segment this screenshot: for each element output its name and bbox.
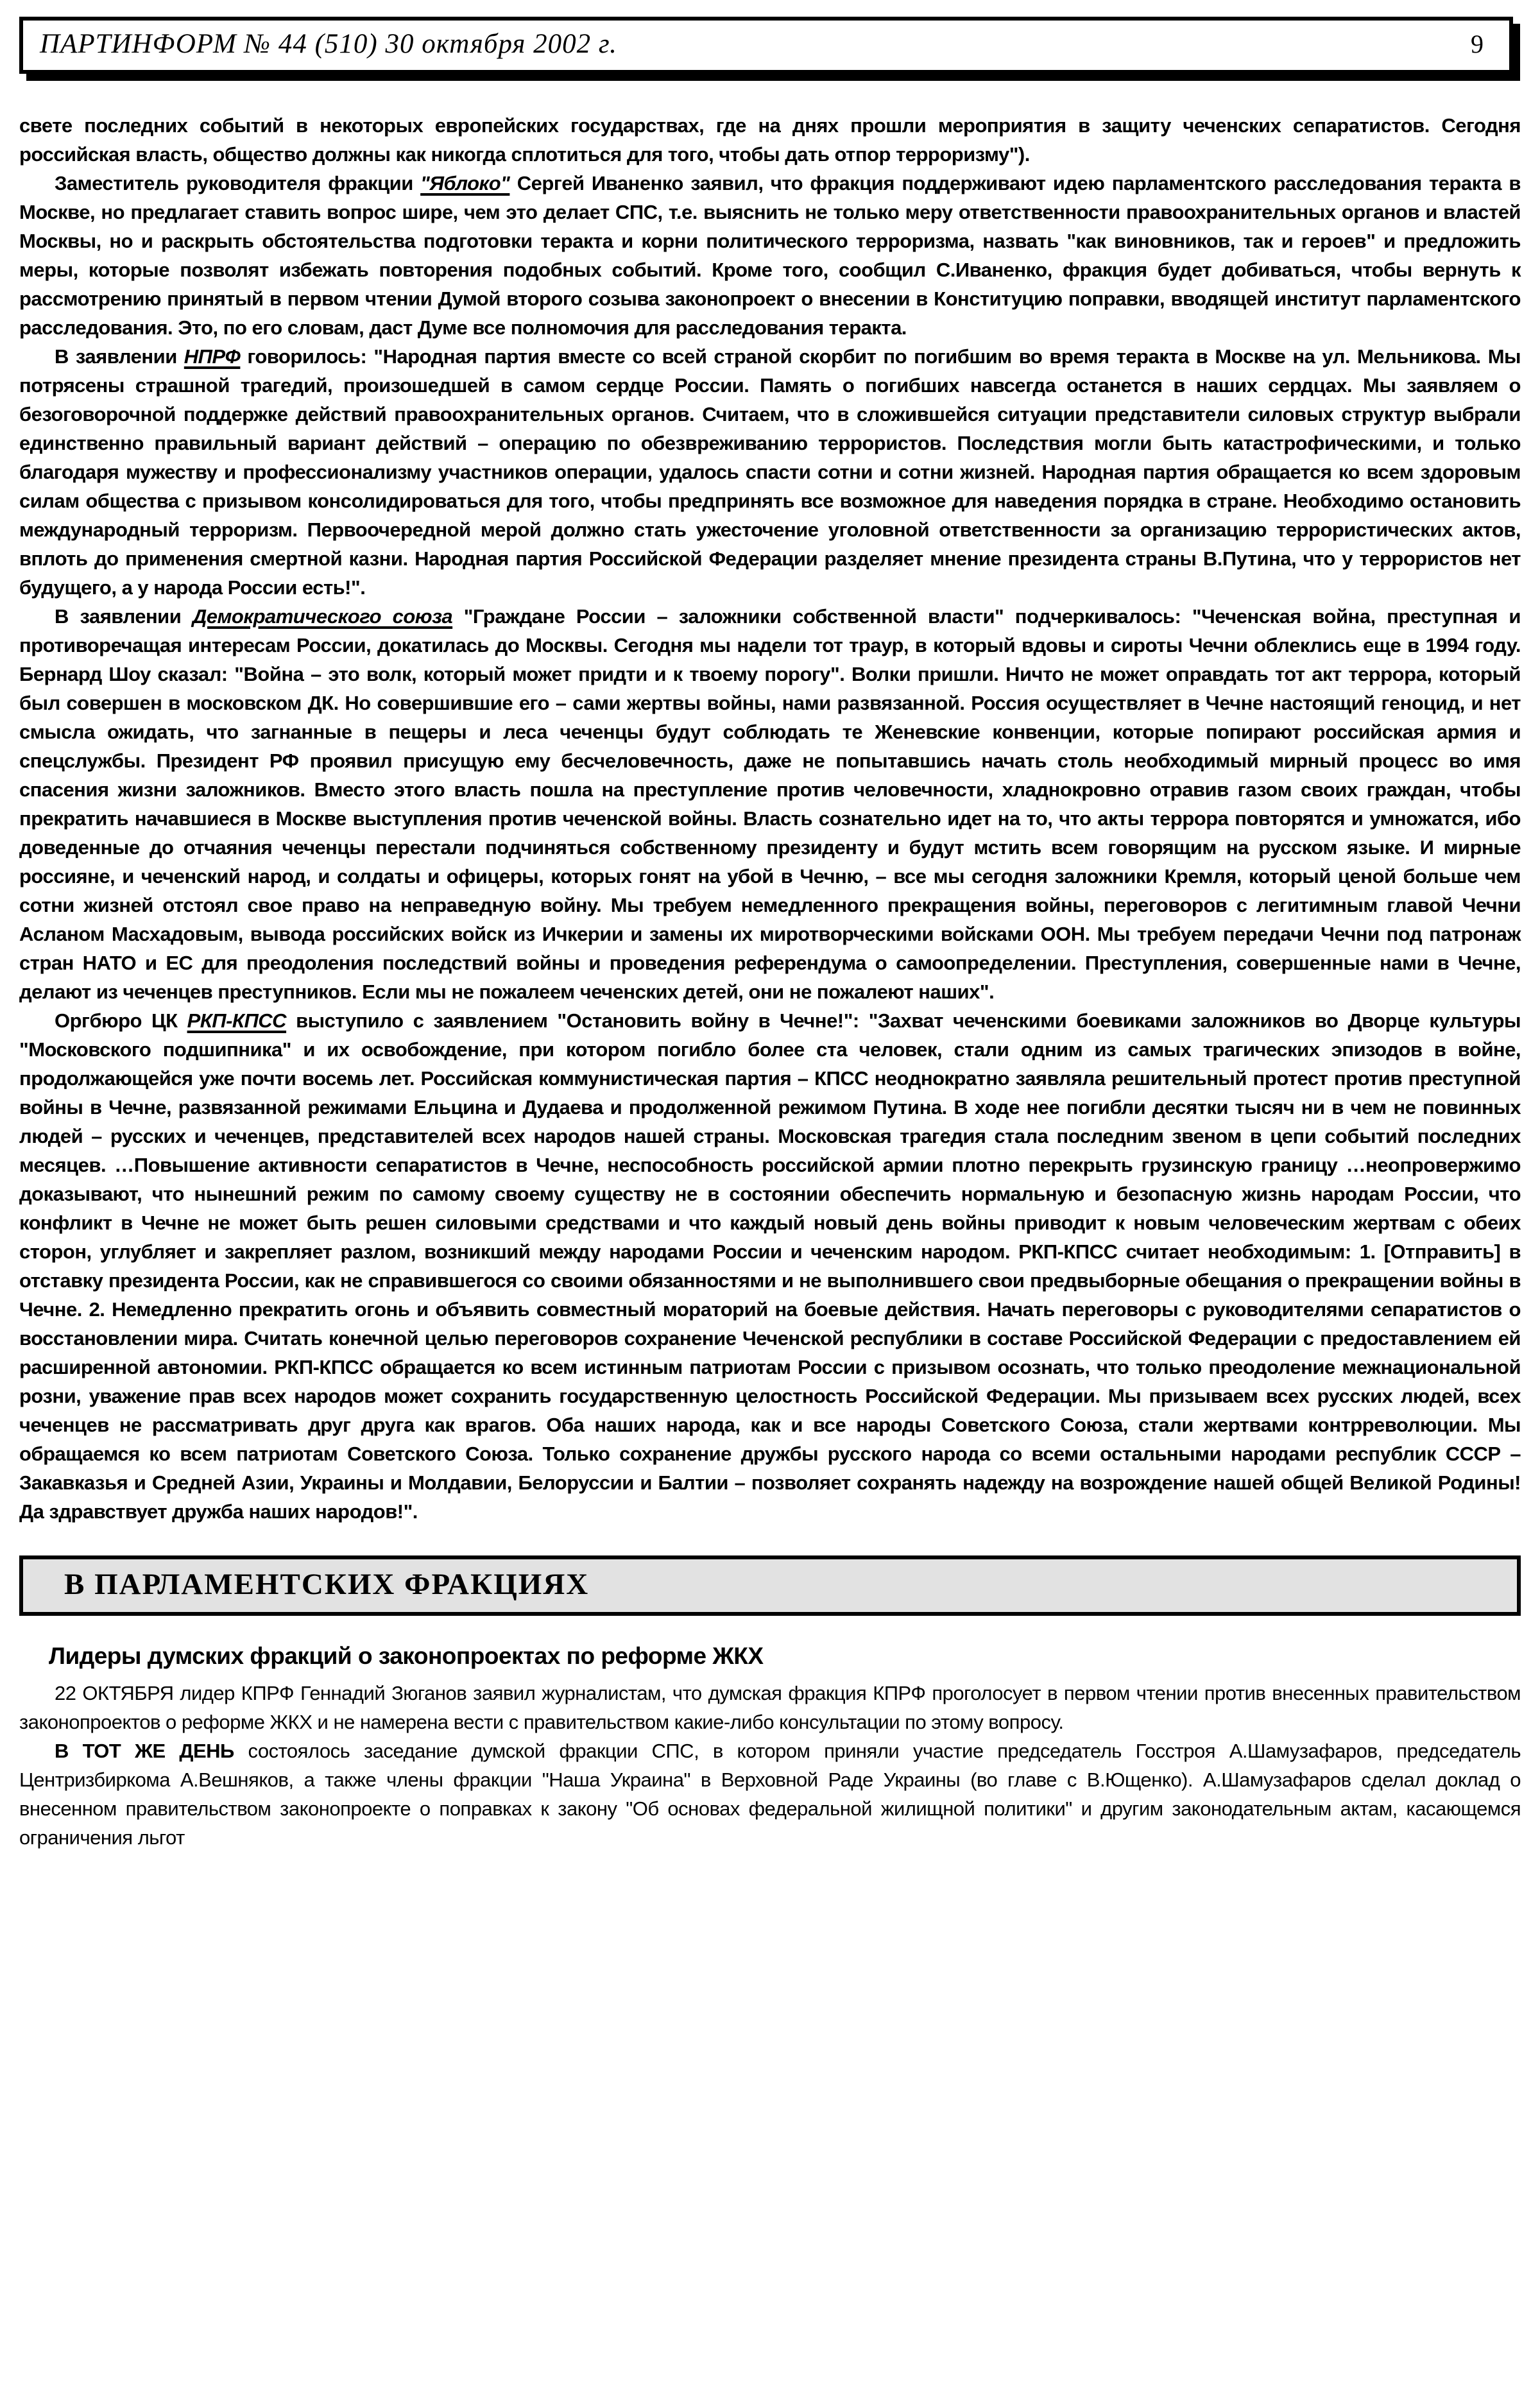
- paragraph: В ТОТ ЖЕ ДЕНЬ состоялось заседание думской фракции СПС, в котором приняли участие председатель Госстроя А.Шамузафаров, председатель Центризбиркома А.Вешняков, а также члены фракции "Наша Украина" в Верховной Раде Украины (во главе с В.Ющенко). А.Шамузафаров сделал доклад о внесенном правительством законопроекте о поправках к закону "Об основах федеральной жилищной политики" и другим законодательным актам, касающемся ограничения льгот: [19, 1740, 1521, 1849]
- paragraph: свете последних событий в некоторых европейских государствах, где на днях прошли мероприятия в защиту чеченских сепаратистов. Сегодня российская власть, общество должны как никогда сплотиться для того, чтобы дать отпор терроризму").: [19, 114, 1521, 166]
- article-title: Лидеры думских фракций о законопроектах по реформе ЖКХ: [49, 1643, 764, 1669]
- emphasized-party-name: НПРФ: [184, 345, 241, 368]
- article-block: [19, 1643, 1521, 1852]
- paragraph: В заявлении НПРФ говорилось: "Народная партия вместе со всей страной скорбит по погибшим во время теракта в Москве на ул. Мельникова. Мы потрясены страшной трагедий, произошедшей в самом сердце России. Память о погибших навсегда останется в наших сердцах. Мы заявляем о безоговорочной поддержке действий правоохранительных органов. Считаем, что в сложившейся ситуации представители силовых структур выбрали единственно правильный вариант действий – операцию по обезвреживанию террористов. Последствия могли быть катастрофическими, и только благодаря мужеству и профессионализму участников операции, удалось спасти сотни и сотни жизней. Народная партия обращается ко всем здоровым силам общества с призывом консолидироваться для того, чтобы предпринять все возможное для наведения порядка в стране. Необходимо остановить международный терроризм. Первоочередной мерой должно стать ужесточение уголовной ответственности за организацию террористических актов, вплоть до применения смертной казни. Народная партия Российской Федерации разделяет мнение президента страны В.Путина, что у террористов нет будущего, а у народа России есть!".: [19, 345, 1521, 599]
- bold-lead-in: В ТОТ ЖЕ ДЕНЬ: [55, 1740, 234, 1762]
- section-header: [19, 1555, 1521, 1616]
- page-header: [19, 17, 1513, 74]
- emphasized-party-name: "Яблоко": [420, 172, 510, 194]
- paragraph: Заместитель руководителя фракции "Яблоко" Сергей Иваненко заявил, что фракция поддерживают идею парламентского расследования теракта в Москве, но предлагает ставить вопрос шире, чем это делает СПС, т.е. выяснить не только меру ответственности правоохранительных органов и властей Москвы, но и раскрыть обстоятельства подготовки теракта и корни политического терроризма, назвать "как виновников, так и героев" и предложить меры, которые позволят избежать повторения подобных событий. Кроме того, сообщил С.Иваненко, фракция будет добиваться, чтобы вернуть к рассмотрению принятый в первом чтении Думой второго созыва законопроект о внесении в Конституцию поправки, вводящей институт парламентского расследования. Это, по его словам, даст Думе все полномочия для расследования теракта.: [19, 172, 1521, 339]
- emphasized-party-name: РКП-КПСС: [187, 1009, 287, 1032]
- section-title: В ПАРЛАМЕНТСКИХ ФРАКЦИЯХ: [64, 1568, 590, 1601]
- article-text-block: [19, 1679, 1521, 1852]
- bulletin-title: ПАРТИНФОРМ № 44 (510) 30 октября 2002 г.: [40, 29, 617, 59]
- paragraph: 22 ОКТЯБРЯ лидер КПРФ Геннадий Зюганов заявил журналистам, что думская фракция КПРФ проголосует в первом чтении против внесенных правительством законопроектов о реформе ЖКХ и не намерена вести с правительством какие-либо консультации по этому вопросу.: [19, 1682, 1521, 1733]
- main-text-block: [19, 111, 1521, 1526]
- paragraph: В заявлении Демократического союза "Граждане России – заложники собственной власти" подчеркивалось: "Чеченская война, преступная и противоречащая интересам России, докатилась до Москвы. Сегодня мы надели тот траур, в который вдовы и сироты Чечни облеклись еще в 1994 году. Бернард Шоу сказал: "Война – это волк, который может придти и к твоему порогу". Волки пришли. Ничто не может оправдать тот акт террора, который был совершен в московском ДК. Но совершившие его – сами жертвы войны, нами развязанной. Россия осуществляет в Чечне настоящий геноцид, и нет смысла ожидать, что загнанные в пещеры и леса чеченцы будут соблюдать те Женевские конвенции, которые попирают российская армия и спецслужбы. Президент РФ проявил присущую ему бесчеловечность, даже не попытавшись начать столь необходимый мирный процесс во имя спасения жизни заложников. Вместо этого власть пошла на преступление против человечности, хладнокровно отравив газом своих граждан, чтобы прекратить начавшиеся в Москве выступления против чеченской войны. Власть сознательно идет на то, что акты террора повторятся и умножатся, ибо доведенные до отчаяния чеченцы перестали подчиняться собственному президенту и будут мстить всем говорящим на русском языке. И мирные россияне, и чеченский народ, и солдаты и офицеры, которых гонят на убой в Чечню, – все мы сегодня заложники Кремля, который ценой больше чем сотни жизней отстоял свое право на неправедную войну. Мы требуем немедленного прекращения войны, переговоров с легитимным главой Чечни Асланом Масхадовым, вывода российских войск из Ичкерии и замены их миротворческими войсками ООН. Мы требуем передачи Чечни под патронаж стран НАТО и ЕС для преодоления последствий войны и проведения референдума о самоопределении. Преступления, совершенные нами в Чечне, делают из чеченцев преступников. Если мы не пожалеем чеченских детей, они не пожалеют наших".: [19, 605, 1521, 1003]
- paragraph: Оргбюро ЦК РКП-КПСС выступило с заявлением "Остановить войну в Чечне!": "Захват чеченскими боевиками заложников во Дворце культуры "Московского подшипника" и их освобождение, при котором погибло более ста человек, стали одним из самых трагических эпизодов в войне, продолжающейся уже почти восемь лет. Российская коммунистическая партия – КПСС неоднократно заявляла решительный протест против преступной войны в Чечне, развязанной режимами Ельцина и Дудаева и продолженной режимом Путина. В ходе нее погибли десятки тысяч ни в чем не повинных людей – русских и чеченцев, представителей всех народов нашей страны. Московская трагедия стала последним звеном в цепи событий последних месяцев. …Повышение активности сепаратистов в Чечне, неспособность российской армии плотно перекрыть грузинскую границу …неопровержимо доказывают, что нынешний режим по самому своему существу не в состоянии обеспечить нормальную и безопасную жизнь народам России, что конфликт в Чечне не может быть решен силовыми средствами и что каждый новый день войны приводит к новым человеческим жертвам с обеих сторон, углубляет и закрепляет разлом, возникший между народами России и чеченским народом. РКП-КПСС считает необходимым: 1. [Отправить] в отставку президента России, как не справившегося со своими обязанностями и не выполнившего свои предвыборные обещания о прекращении войны в Чечне. 2. Немедленно прекратить огонь и объявить совместный мораторий на боевые действия. Начать переговоры с руководителями сепаратистов о восстановлении мира. Считать конечной целью переговоров сохранение Чеченской республики в составе Российской Федерации с предоставлением ей расширенной автономии. РКП-КПСС обращается ко всем истинным патриотам России с призывом осознать, что только преодоление межнациональной розни, уважение прав всех народов может сохранить государственную целостность Российской Федерации. Мы призываем всех русских людей, всех чеченцев не рассматривать друг друга как врагов. Оба наших народа, как и все народы Советского Союза, стали жертвами контрреволюции. Мы обращаемся ко всем патриотам Советского Союза. Только сохранение дружбы русского народа со всеми остальными народами республик СССР – Закавказья и Средней Азии, Украины и Молдавии, Белоруссии и Балтии – позволяет сохранять надежду на возрождение нашей общей Великой Родины! Да здравствует дружба наших народов!".: [19, 1009, 1521, 1523]
- page-number: 9: [1471, 30, 1484, 58]
- emphasized-party-name: Демократического союза: [192, 605, 453, 628]
